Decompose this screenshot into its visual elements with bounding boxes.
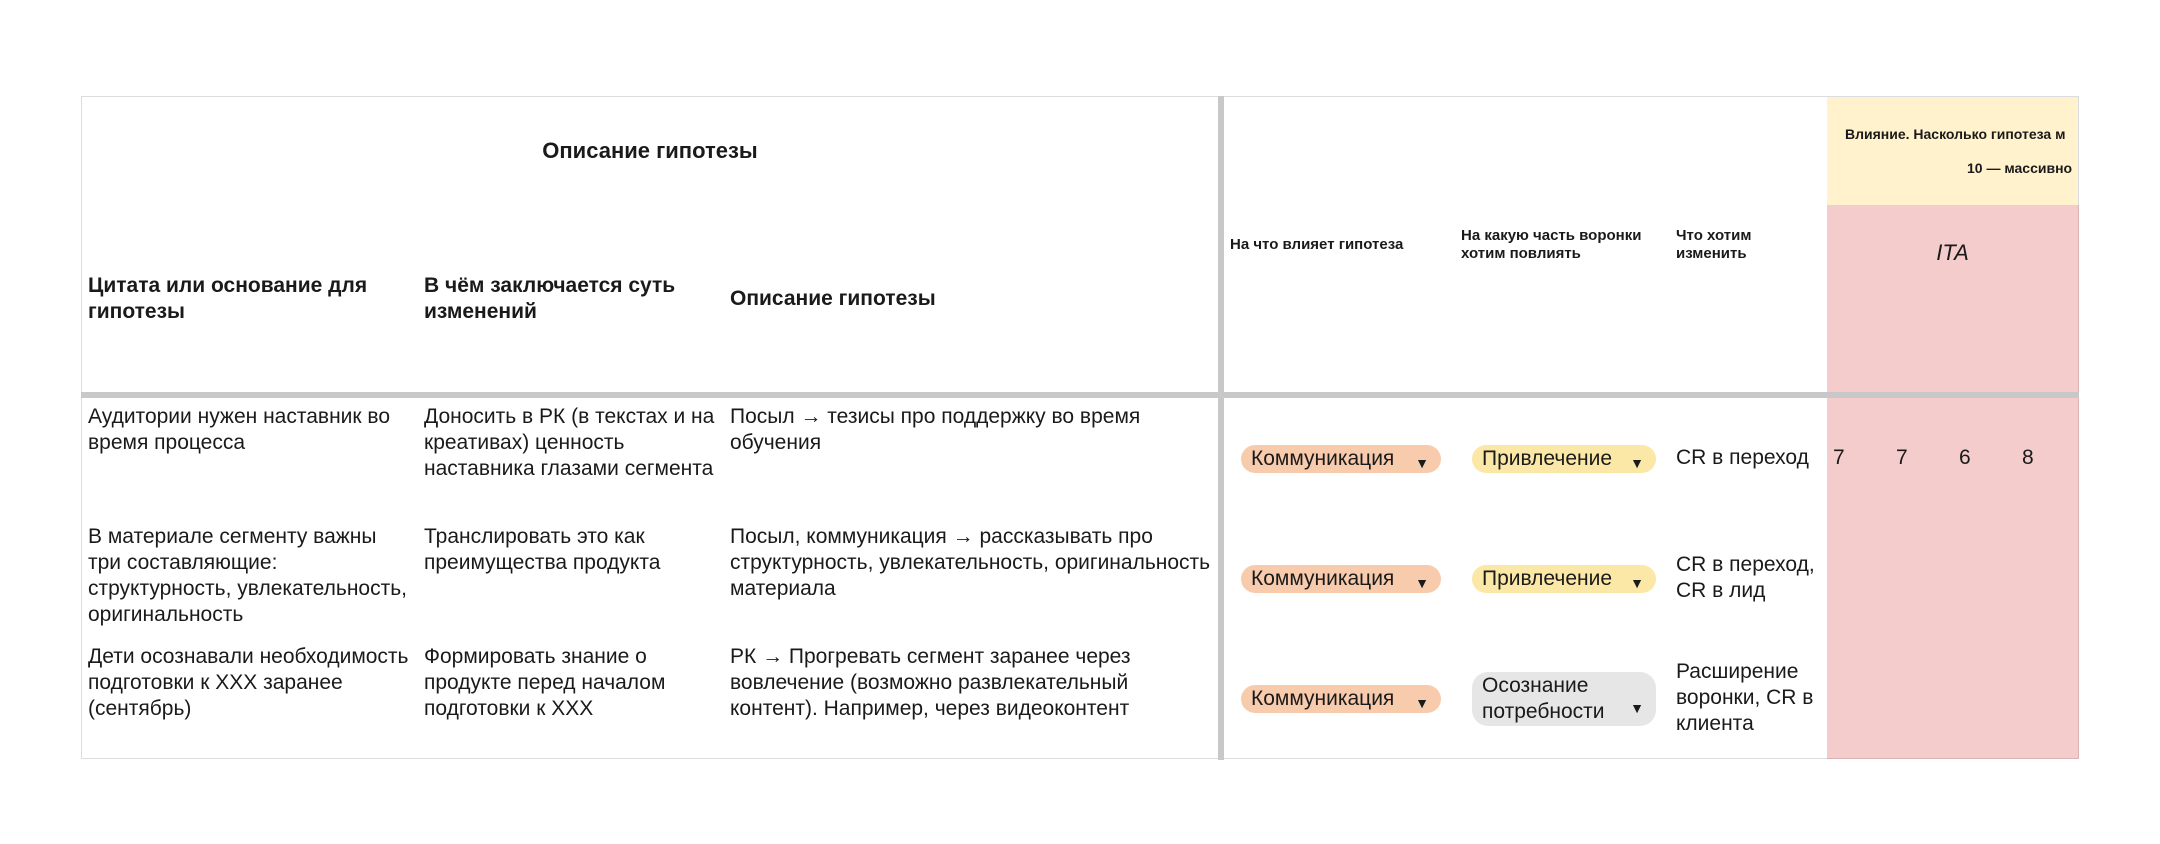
row3-score[interactable] — [1827, 638, 1891, 759]
row1-essence[interactable]: Доносить в РК (в текстах и на креативах) ценность наставника глазами сегмента — [418, 398, 725, 519]
row1-funnel-chip[interactable]: Привлечение ▼ — [1472, 445, 1656, 473]
header-group-title[interactable]: Описание гипотезы — [81, 96, 1219, 206]
row2-score[interactable] — [1890, 518, 1954, 639]
row1-score[interactable]: 7 — [1890, 398, 1954, 519]
row1-change[interactable]: CR в переход — [1670, 398, 1828, 519]
header-funnel[interactable]: На какую часть воронки хотим повлиять — [1455, 96, 1671, 393]
ita-subheader-cell[interactable] — [1953, 300, 2017, 393]
row1-description[interactable]: Посыл → тезисы про поддержку во время обучения — [724, 398, 1219, 519]
row3-funnel-chip[interactable]: Осознание потребности ▼ — [1472, 672, 1656, 726]
frozen-row-divider[interactable] — [81, 392, 2079, 398]
header-impact[interactable] — [1827, 96, 2079, 206]
row3-change[interactable]: Расширение воронки, CR в клиента — [1670, 638, 1828, 759]
row3-basis[interactable]: Дети осознавали необходимость подготовки к XXX заранее (сентябрь) — [81, 638, 419, 759]
header-ita[interactable]: ITA — [1827, 205, 2079, 301]
row3-score[interactable] — [1890, 638, 1954, 759]
row2-score[interactable] — [1953, 518, 2017, 639]
header-basis[interactable]: Цитата или основание для гипотезы — [81, 205, 419, 393]
impact-line-2: 10 — массивно — [1967, 160, 2073, 176]
header-change[interactable]: Что хотим изменить — [1670, 96, 1828, 393]
header-affects[interactable]: На что влияет гипотеза — [1224, 96, 1456, 393]
dropdown-arrow-icon: ▼ — [1630, 700, 1644, 716]
row2-essence[interactable]: Транслировать это как преимущества продукта — [418, 518, 725, 639]
row2-change[interactable]: CR в переход, CR в лид — [1670, 518, 1828, 639]
row2-basis[interactable]: В материале сегменту важны три составляющие: структурность, увлекательность, оригинальность — [81, 518, 419, 639]
row2-score[interactable] — [1827, 518, 1891, 639]
row1-score[interactable]: 6 — [1953, 398, 2017, 519]
ita-subheader-cell[interactable] — [1890, 300, 1954, 393]
dropdown-arrow-icon: ▼ — [1630, 455, 1644, 471]
row1-affects-chip[interactable]: Коммуникация ▼ — [1241, 445, 1441, 473]
header-essence[interactable]: В чём заключается суть изменений — [418, 205, 725, 393]
row2-funnel-chip[interactable]: Привлечение ▼ — [1472, 565, 1656, 593]
row3-description[interactable]: РК → Прогревать сегмент заранее через вовлечение (возможно развлекательный контент). Например, через видеоконтент — [724, 638, 1219, 759]
dropdown-arrow-icon: ▼ — [1630, 575, 1644, 591]
dropdown-arrow-icon: ▼ — [1415, 695, 1429, 711]
row3-score[interactable] — [2016, 638, 2079, 759]
row2-affects-chip[interactable]: Коммуникация ▼ — [1241, 565, 1441, 593]
impact-line-1: Влияние. Насколько гипотеза м — [1845, 126, 2066, 142]
header-description[interactable]: Описание гипотезы — [724, 205, 1219, 393]
ita-subheader-cell[interactable] — [2016, 300, 2079, 393]
dropdown-arrow-icon: ▼ — [1415, 575, 1429, 591]
dropdown-arrow-icon: ▼ — [1415, 455, 1429, 471]
row1-basis[interactable]: Аудитории нужен наставник во время процесса — [81, 398, 419, 519]
row2-description[interactable]: Посыл, коммуникация → рассказывать про структурность, увлекательность, оригинальность материала — [724, 518, 1219, 639]
row3-affects-chip[interactable]: Коммуникация ▼ — [1241, 685, 1441, 713]
row1-score[interactable]: 8 — [2016, 398, 2079, 519]
frozen-column-divider[interactable] — [1218, 96, 1224, 760]
row1-score[interactable]: 7 — [1827, 398, 1891, 519]
row3-essence[interactable]: Формировать знание о продукте перед началом подготовки к XXX — [418, 638, 725, 759]
row2-score[interactable] — [2016, 518, 2079, 639]
row3-score[interactable] — [1953, 638, 2017, 759]
ita-subheader-cell[interactable] — [1827, 300, 1891, 393]
